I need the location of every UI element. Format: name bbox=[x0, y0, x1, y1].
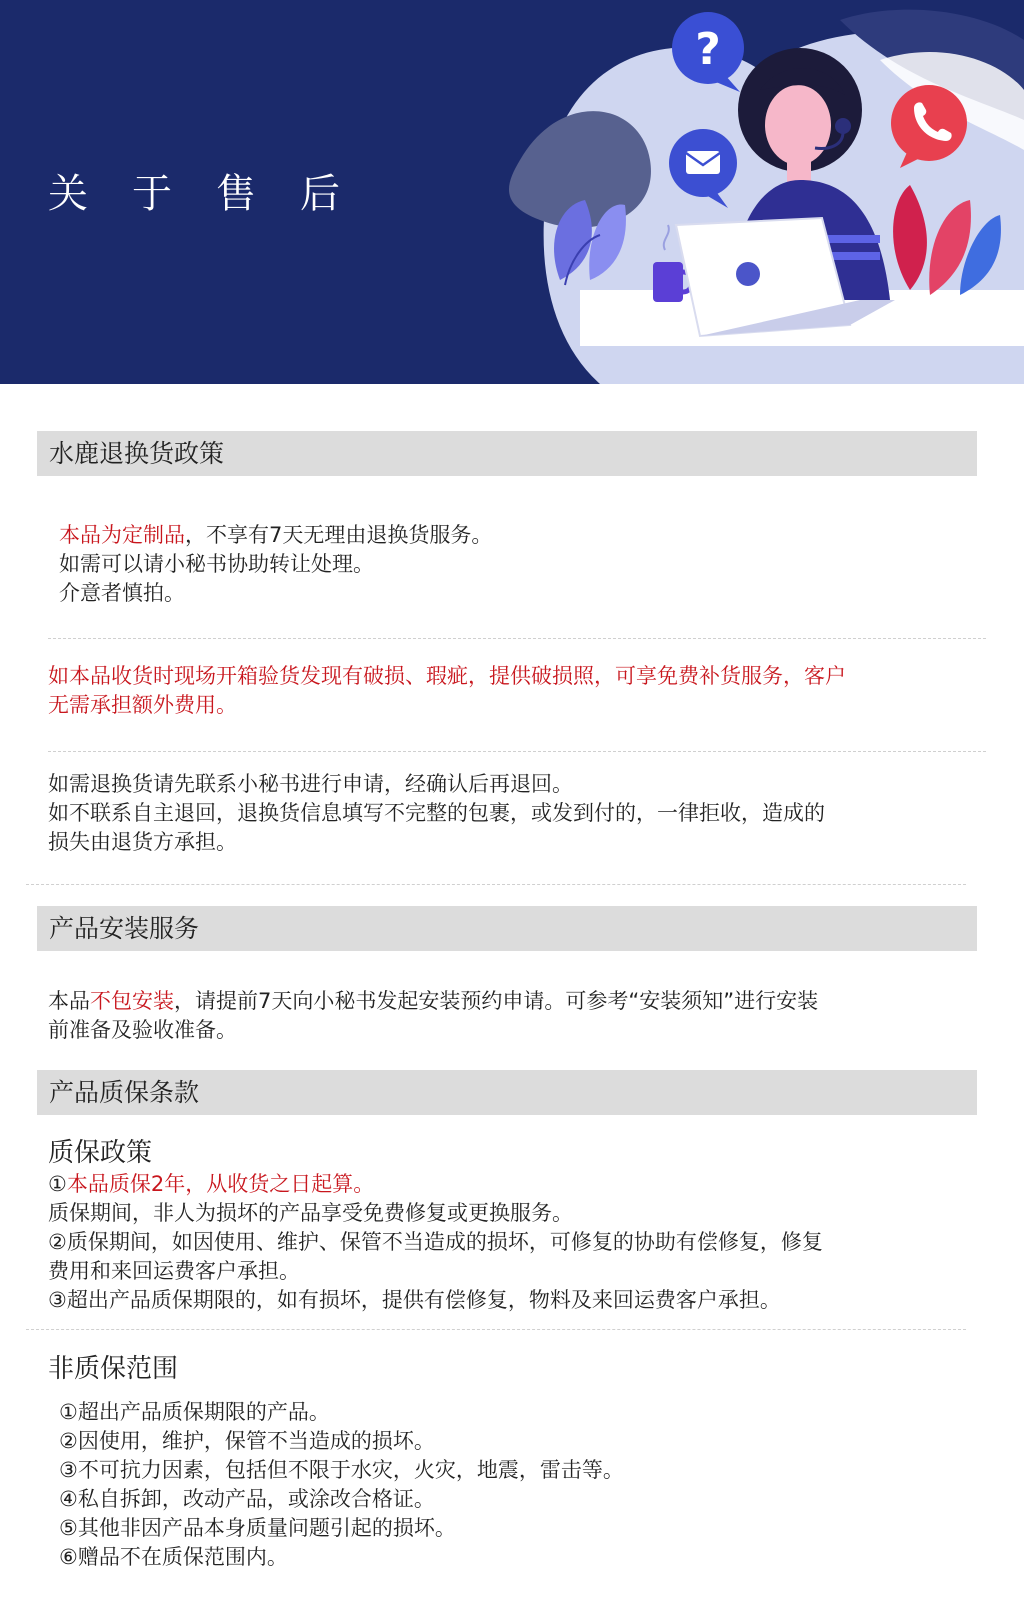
list-item: ④私自拆卸，改动产品，或涂改合格证。 bbox=[59, 1487, 435, 1511]
divider bbox=[26, 884, 966, 885]
non-warranty-title: 非质保范围 bbox=[48, 1354, 179, 1384]
warranty-line-2: 质保期间，非人为损坏的产品享受免费修复或更换服务。 bbox=[48, 1201, 573, 1225]
list-item: ③不可抗力因素，包括但不限于水灾，火灾，地震，雷击等。 bbox=[59, 1458, 624, 1482]
section-header-warranty: 产品质保条款 bbox=[37, 1070, 977, 1115]
no-installation-highlight: 不包安装 bbox=[90, 989, 174, 1013]
notice-line-1 bbox=[59, 521, 492, 550]
warranty-line-1 bbox=[48, 1170, 823, 1199]
procedure-line-1: 如需退换货请先联系小秘书进行申请，经确认后再退回。 bbox=[48, 772, 573, 796]
warranty-line-1-number: ① bbox=[48, 1172, 67, 1196]
warranty-line-4: 费用和来回运费客户承担。 bbox=[48, 1259, 300, 1283]
banner bbox=[0, 0, 1024, 384]
installation-prefix: 本品 bbox=[48, 989, 90, 1013]
list-item: ②因使用，维护，保管不当造成的损坏。 bbox=[59, 1429, 435, 1453]
notice-line-3: 介意者慎拍。 bbox=[59, 581, 185, 605]
procedure-line-2: 如不联系自主退回，退换货信息填写不完整的包裹，或发到付的，一律拒收，造成的 bbox=[48, 801, 825, 825]
notice-line-1-text: ，不享有7天无理由退换货服务。 bbox=[185, 523, 493, 547]
divider bbox=[48, 638, 986, 639]
installation-line-1 bbox=[48, 987, 818, 1016]
custom-product-highlight: 本品为定制品 bbox=[59, 523, 185, 547]
warranty-policy bbox=[48, 1170, 823, 1315]
installation-line-2: 前准备及验收准备。 bbox=[48, 1018, 237, 1042]
divider bbox=[26, 1329, 966, 1330]
list-item: ⑥赠品不在质保范围内。 bbox=[59, 1545, 288, 1569]
custom-product-notice bbox=[59, 521, 492, 608]
section-header-installation: 产品安装服务 bbox=[37, 906, 977, 951]
svg-text:?: ? bbox=[695, 24, 721, 75]
warranty-line-3: ②质保期间，如因使用、维护、保管不当造成的损坏，可修复的协助有偿修复，修复 bbox=[48, 1230, 823, 1254]
warranty-line-5: ③超出产品质保期限的，如有损坏，提供有偿修复，物料及来回运费客户承担。 bbox=[48, 1288, 781, 1312]
non-warranty-list bbox=[59, 1398, 624, 1572]
list-item: ⑤其他非因产品本身质量问题引起的损坏。 bbox=[59, 1516, 456, 1540]
installation-notice bbox=[48, 987, 818, 1045]
damage-line-2: 无需承担额外费用。 bbox=[48, 693, 237, 717]
warranty-period-highlight: 本品质保2年，从收货之日起算。 bbox=[66, 1172, 375, 1196]
list-item: ①超出产品质保期限的产品。 bbox=[59, 1400, 330, 1424]
return-procedure-notice bbox=[48, 770, 825, 857]
page-title: 关于售后 bbox=[48, 171, 384, 217]
divider bbox=[48, 751, 986, 752]
section-header-return-policy: 水鹿退换货政策 bbox=[37, 431, 977, 476]
damage-line-1: 如本品收货时现场开箱验货发现有破损、瑕疵，提供破损照，可享免费补货服务，客户 bbox=[48, 664, 846, 688]
procedure-line-3: 损失由退货方承担。 bbox=[48, 830, 237, 854]
notice-line-2: 如需可以请小秘书协助转让处理。 bbox=[59, 552, 374, 576]
damage-replacement-notice bbox=[48, 662, 846, 720]
warranty-policy-title: 质保政策 bbox=[48, 1138, 153, 1168]
installation-line-1-text: ，请提前7天向小秘书发起安装预约申请。可参考“安装须知”进行安装 bbox=[174, 989, 819, 1013]
